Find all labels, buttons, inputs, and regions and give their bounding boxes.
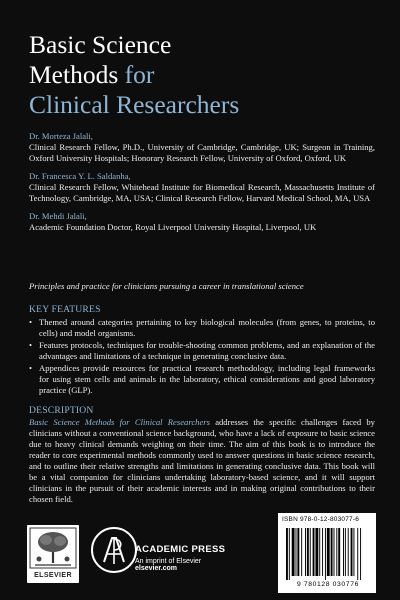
isbn-barcode-box xyxy=(278,513,376,593)
key-features-list xyxy=(29,317,375,397)
ap-monogram-icon xyxy=(93,529,135,571)
author-name: Dr. Mehdi Jalali, xyxy=(29,211,87,221)
elsevier-label: ELSEVIER xyxy=(34,572,72,579)
title-line-1: Basic Science xyxy=(29,30,172,59)
author-affiliation: Clinical Research Fellow, Whitehead Institute for Biomedical Research, Massachusetts Institute of Technology, Cambridge, MA, USA; Clinical Research Fellow, Harvard Medical School, MA, USA xyxy=(29,182,375,203)
author-affiliation: Clinical Research Fellow, Ph.D., University of Cambridge, Cambridge, UK; Surgeon in Training, Oxford University Hospitals; Honorary Research Fellow, University of Oxford, Oxford, UK xyxy=(29,142,375,163)
imprint-line: An imprint of Elsevier xyxy=(135,558,202,565)
isbn-label: ISBN 978-0-12-803077-6 xyxy=(282,516,360,523)
academic-press-block xyxy=(135,544,225,572)
barcode-icon xyxy=(286,528,368,580)
academic-press-name: ACADEMIC PRESS xyxy=(135,544,226,555)
description-book-title: Basic Science Methods for Clinical Researchers xyxy=(29,417,210,427)
description-heading: DESCRIPTION xyxy=(29,405,94,416)
barcode-digits: 9 780128 030776 xyxy=(297,581,359,588)
elsevier-tree-icon xyxy=(27,525,79,571)
author-entry xyxy=(29,171,375,204)
list-item: • Appendices provide resources for practical research methodology, including legal frameworks for using stem cells and animals in the laboratory, ethical considerations and good laboratory practice (GLP). xyxy=(29,363,375,396)
author-entry xyxy=(29,211,375,233)
book-title xyxy=(29,30,379,120)
title-line-3: Clinical Researchers xyxy=(29,90,240,119)
author-entry xyxy=(29,131,375,164)
author-name: Dr. Francesca Y. L. Saldanha, xyxy=(29,171,131,181)
list-item: • Themed around categories pertaining to key biological molecules (from genes, to proteins, to cells) and model organisms. xyxy=(29,317,375,339)
description-text: addresses the specific challenges faced by clinicians without a conventional science background, who have a lack of exposure to basic science due to heavy clinical demands weighing on their time. The aim of this book is to introduce the reader to core experimental methods commonly used to answer questions in basic science research, and to outline their relative strengths and limitations in generating conclusive data. This book will be a vital companion for clinicians undertaking laboratory-based science, and it will support clinicians in the pursuit of their academic interests and in making original contributions to their chosen field. xyxy=(29,417,375,504)
title-line-2-accent: for xyxy=(124,60,155,89)
academic-press-logo-icon xyxy=(91,527,137,573)
tagline: Principles and practice for clinicians pursuing a career in translational science xyxy=(29,281,304,291)
description-body xyxy=(29,417,375,505)
title-line-2-plain: Methods xyxy=(29,60,125,89)
title-line-2 xyxy=(29,60,379,90)
author-affiliation: Academic Foundation Doctor, Royal Liverpool University Hospital, Liverpool, UK xyxy=(29,222,317,232)
author-list xyxy=(29,131,375,240)
list-item: • Features protocols, techniques for trouble-shooting common problems, and an explanation of the advantages and limitations of a technique in generating conclusive data. xyxy=(29,340,375,362)
key-features-heading: KEY FEATURES xyxy=(29,304,101,315)
publisher-url: elsevier.com xyxy=(135,565,178,572)
author-name: Dr. Morteza Jalali, xyxy=(29,131,93,141)
